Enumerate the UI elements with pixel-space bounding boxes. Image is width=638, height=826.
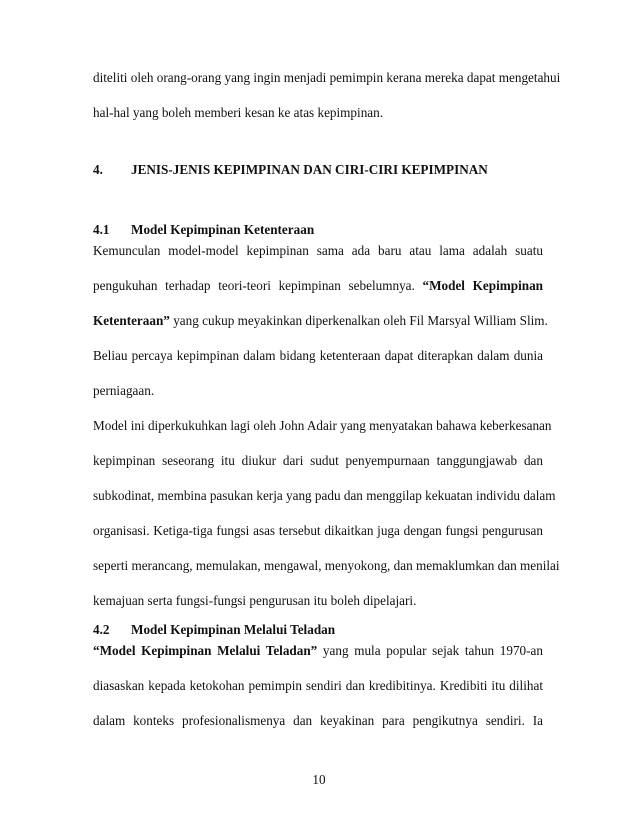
s41-p2-line-6: kemajuan serta fungsi-fungsi pengurusan itu boleh dipelajari. [93, 593, 417, 608]
section-4-1-number: 4.1 [93, 222, 110, 237]
s41-p2-line-3: subkodinat, membina pasukan kerja yang padu dan menggilap kekuatan individu dalam [93, 488, 556, 503]
s41-p1-line-3-text: yang cukup meyakinkan diperkenalkan oleh Fil Marsyal William Slim. [173, 313, 548, 328]
s41-p2-line-4: organisasi. Ketiga-tiga fungsi asas tersebut dikaitkan juga dengan fungsi pengurusan [93, 523, 543, 538]
s41-p1-line-1: Kemunculan model-model kepimpinan sama ada baru atau lama adalah suatu [93, 243, 543, 258]
s41-p1-line-3-bold: Ketenteraan” [93, 313, 170, 328]
s41-p2-line-5: seperti merancang, memulakan, mengawal, menyokong, dan memaklumkan dan menilai [93, 558, 560, 573]
section-4-1-paragraph-2 [93, 408, 560, 618]
s42-p1-line-1-bold: “Model Kepimpinan Melalui Teladan” [93, 643, 318, 658]
section-4-2-number: 4.2 [93, 622, 110, 637]
intro-line-1: diteliti oleh orang-orang yang ingin menjadi pemimpin kerana mereka dapat mengetahui [93, 70, 561, 85]
section-4-1-title: Model Kepimpinan Ketenteraan [131, 222, 315, 237]
s41-p1-line-2-text: pengukuhan terhadap teori-teori kepimpinan sebelumnya. [93, 278, 415, 293]
s41-p2-line-2: kepimpinan seseorang itu diukur dari sudut penyempurnaan tanggungjawab dan [93, 453, 543, 468]
intro-line-2: hal-hal yang boleh memberi kesan ke atas kepimpinan. [93, 105, 384, 120]
section-4-2-title: Model Kepimpinan Melalui Teladan [131, 622, 336, 637]
section-4-1-paragraph-1 [93, 233, 548, 408]
page-number: 10 [312, 772, 326, 787]
s41-p1-line-2-bold: “Model Kepimpinan [422, 278, 543, 293]
s41-p1-line-4: Beliau percaya kepimpinan dalam bidang ketenteraan dapat diterapkan dalam dunia [93, 348, 543, 363]
section-4-number: 4. [93, 162, 103, 177]
s42-p1-line-1 [93, 633, 543, 668]
section-4-2-paragraph-1 [93, 633, 543, 738]
s41-p2-line-1: Model ini diperkukuhkan lagi oleh John Adair yang menyatakan bahawa keberkesanan [93, 418, 552, 433]
section-4-heading [93, 162, 488, 178]
s41-p1-line-3 [93, 303, 548, 338]
s42-p1-line-1-text: yang mula popular sejak tahun 1970-an [322, 643, 543, 658]
s41-p1-line-2 [93, 268, 543, 303]
s42-p1-line-3: dalam konteks profesionalismenya dan keyakinan para pengikutnya sendiri. Ia [93, 713, 543, 728]
intro-paragraph [93, 60, 561, 130]
section-4-title: JENIS-JENIS KEPIMPINAN DAN CIRI-CIRI KEPIMPINAN [131, 162, 488, 177]
s42-p1-line-2: diasaskan kepada ketokohan pemimpin sendiri dan kredibitinya. Kredibiti itu dilihat [93, 678, 543, 693]
s41-p1-line-5: perniagaan. [93, 383, 155, 398]
